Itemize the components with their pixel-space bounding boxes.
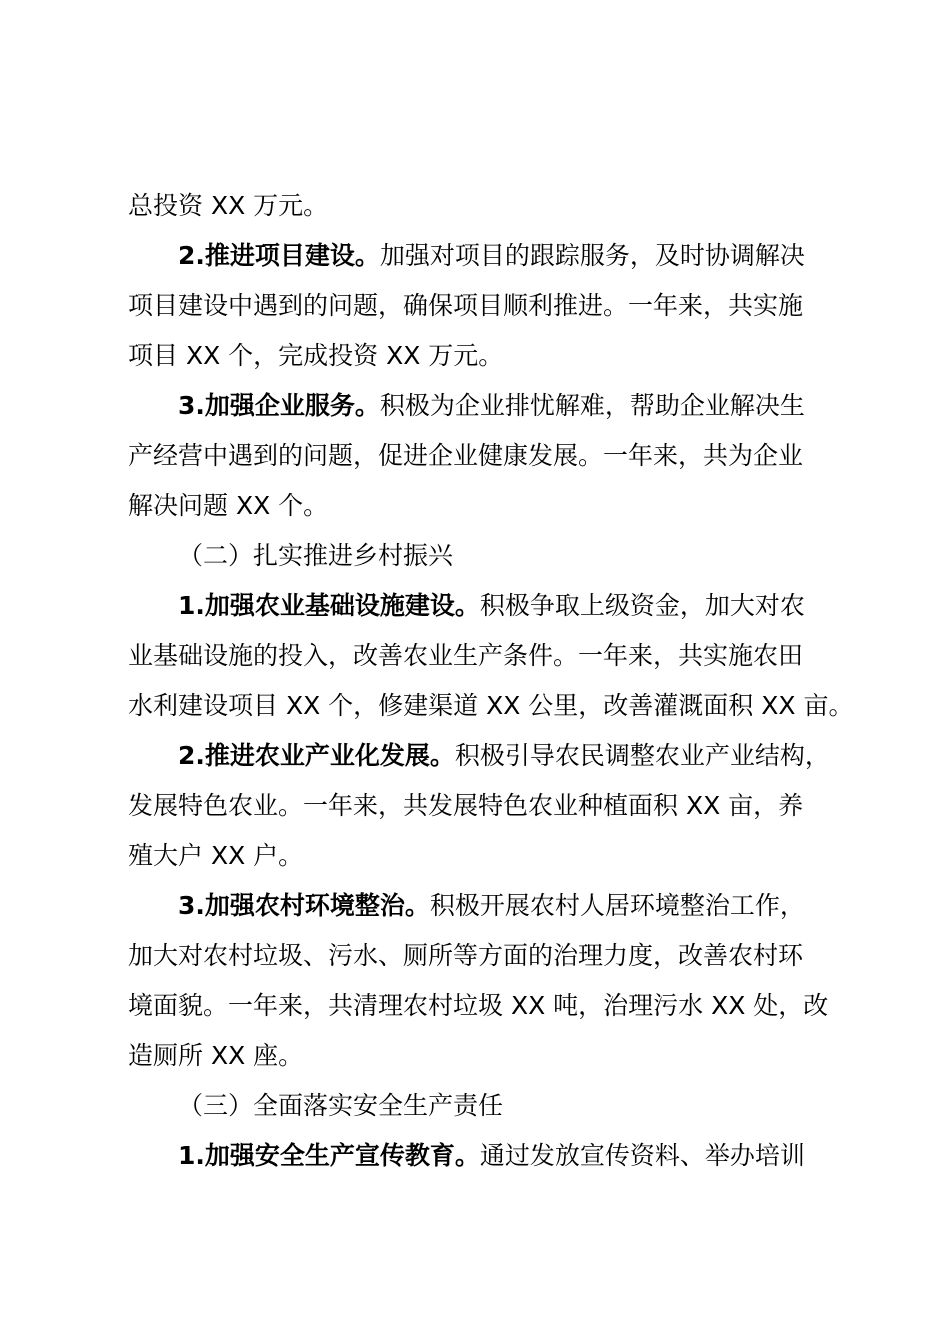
subsection-heading-line — [178, 1140, 805, 1172]
text-line — [128, 690, 853, 722]
text-line — [128, 840, 303, 872]
line-text: 积极开展农村人居环境整治工作， — [429, 891, 805, 920]
text-line — [128, 940, 803, 972]
text-line — [128, 1040, 303, 1072]
line-text: 殖大户 XX 户。 — [128, 841, 304, 870]
line-text: 总投资 XX 万元。 — [128, 191, 329, 220]
text-line — [128, 790, 803, 822]
text-line — [128, 340, 503, 372]
subsection-heading: 2.推进项目建设。 — [178, 241, 380, 270]
subsection-heading: 3.加强农村环境整治。 — [178, 891, 430, 920]
section-heading-line — [178, 540, 453, 572]
subsection-heading: 1.加强农业基础设施建设。 — [178, 591, 480, 620]
text-line — [128, 440, 803, 472]
subsection-heading-line — [178, 740, 830, 772]
subsection-heading: 1.加强安全生产宣传教育。 — [178, 1141, 480, 1170]
line-text: 造厕所 XX 座。 — [128, 1041, 304, 1070]
line-text: 项目建设中遇到的问题，确保项目顺利推进。一年来，共实施 — [128, 291, 804, 320]
subsection-heading: 2.推进农业产业化发展。 — [178, 741, 455, 770]
text-line — [128, 640, 803, 672]
section-heading: （三）全面落实安全生产责任 — [178, 1091, 504, 1120]
line-text: 产经营中遇到的问题，促进企业健康发展。一年来，共为企业 — [128, 441, 804, 470]
section-heading: （二）扎实推进乡村振兴 — [178, 541, 454, 570]
text-line — [128, 290, 803, 322]
line-text: 通过发放宣传资料、举办培训 — [479, 1141, 805, 1170]
subsection-heading-line — [178, 890, 805, 922]
line-text: 境面貌。一年来，共清理农村垃圾 XX 吨，治理污水 XX 处，改 — [128, 991, 829, 1020]
line-text: 水利建设项目 XX 个，修建渠道 XX 公里，改善灌溉面积 XX 亩。 — [128, 691, 854, 720]
text-line — [128, 990, 828, 1022]
text-line — [128, 190, 328, 222]
subsection-heading-line — [178, 240, 805, 272]
line-text: 发展特色农业。一年来，共发展特色农业种植面积 XX 亩，养 — [128, 791, 804, 820]
line-text: 解决问题 XX 个。 — [128, 491, 329, 520]
line-text: 加强对项目的跟踪服务，及时协调解决 — [379, 241, 805, 270]
subsection-heading-line — [178, 590, 805, 622]
line-text: 加大对农村垃圾、污水、厕所等方面的治理力度，改善农村环 — [128, 941, 804, 970]
line-text: 项目 XX 个，完成投资 XX 万元。 — [128, 341, 504, 370]
subsection-heading-line — [178, 390, 805, 422]
line-text: 积极引导农民调整农业产业结构， — [454, 741, 830, 770]
section-heading-line — [178, 1090, 503, 1122]
text-line — [128, 490, 328, 522]
line-text: 积极为企业排忧解难，帮助企业解决生 — [379, 391, 805, 420]
line-text: 业基础设施的投入，改善农业生产条件。一年来，共实施农田 — [128, 641, 804, 670]
line-text: 积极争取上级资金，加大对农 — [479, 591, 805, 620]
subsection-heading: 3.加强企业服务。 — [178, 391, 380, 420]
